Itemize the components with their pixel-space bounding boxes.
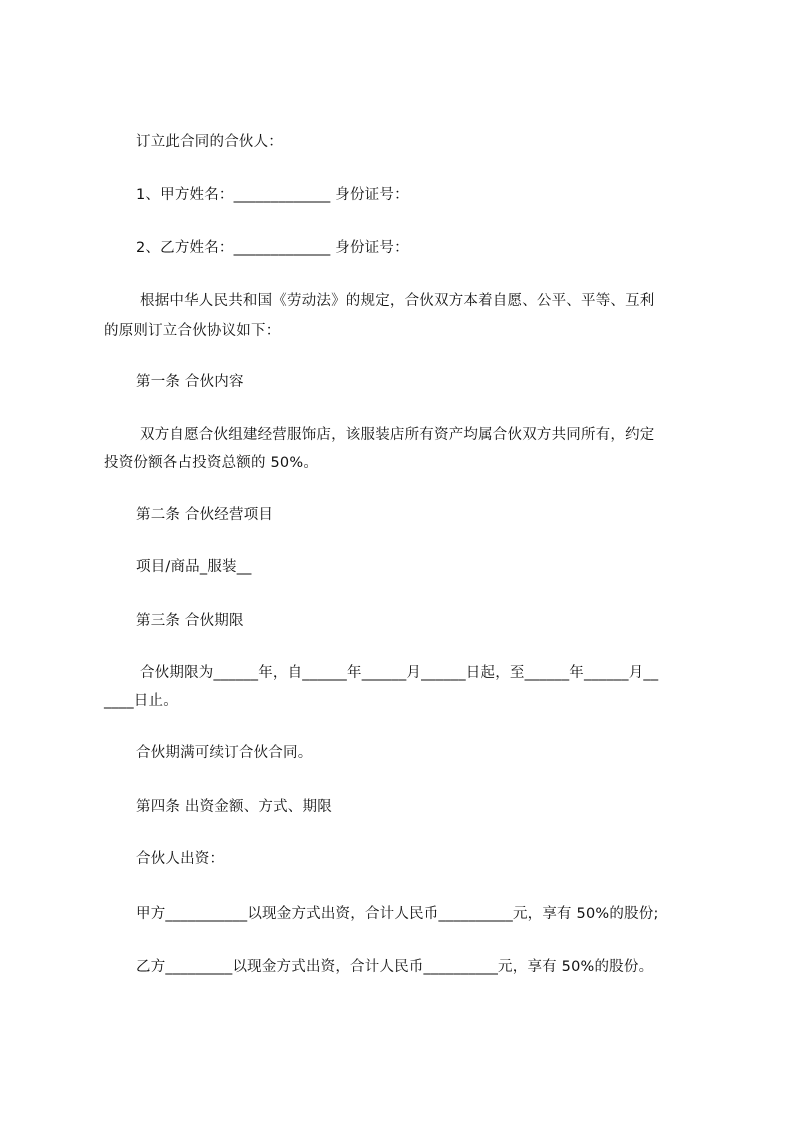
article-4-heading: 第四条 出资金额、方式、期限 <box>136 799 332 815</box>
party-b-line: 2、乙方姓名：_____________ 身份证号： <box>136 240 409 256</box>
article-3-heading: 第三条 合伙期限 <box>136 613 244 629</box>
term-line-2: ____日止。 <box>104 693 178 709</box>
party-b-contribution: 乙方_________以现金方式出资，合计人民币__________元，享有 50%的股份。 <box>136 959 654 975</box>
project-line: 项目/商品_服装__ <box>136 559 252 575</box>
renewal-line: 合伙期满可续订合伙合同。 <box>136 745 313 761</box>
party-a-line: 1、甲方姓名：_____________ 身份证号： <box>136 187 409 203</box>
paragraph-1-line-2: 的原则订立合伙协议如下： <box>104 323 281 339</box>
article-2-heading: 第二条 合伙经营项目 <box>136 507 274 523</box>
intro-line: 订立此合同的合伙人： <box>136 134 283 150</box>
contribution-heading: 合伙人出资： <box>136 851 225 867</box>
article-1-heading: 第一条 合伙内容 <box>136 374 244 390</box>
paragraph-2-line-2: 投资份额各占投资总额的 50%。 <box>104 455 319 471</box>
paragraph-1-line-1: 根据中华人民共和国《劳动法》的规定，合伙双方本着自愿、公平、平等、互利 <box>140 293 655 309</box>
paragraph-2-line-1: 双方自愿合伙组建经营服饰店，该服装店所有资产均属合伙双方共同所有，约定 <box>140 427 655 443</box>
party-a-contribution: 甲方___________以现金方式出资，合计人民币__________元，享有 50%的股份; <box>136 906 659 922</box>
term-line-1: 合伙期限为______年，自______年______月______日起，至______年______月__ <box>140 665 659 681</box>
